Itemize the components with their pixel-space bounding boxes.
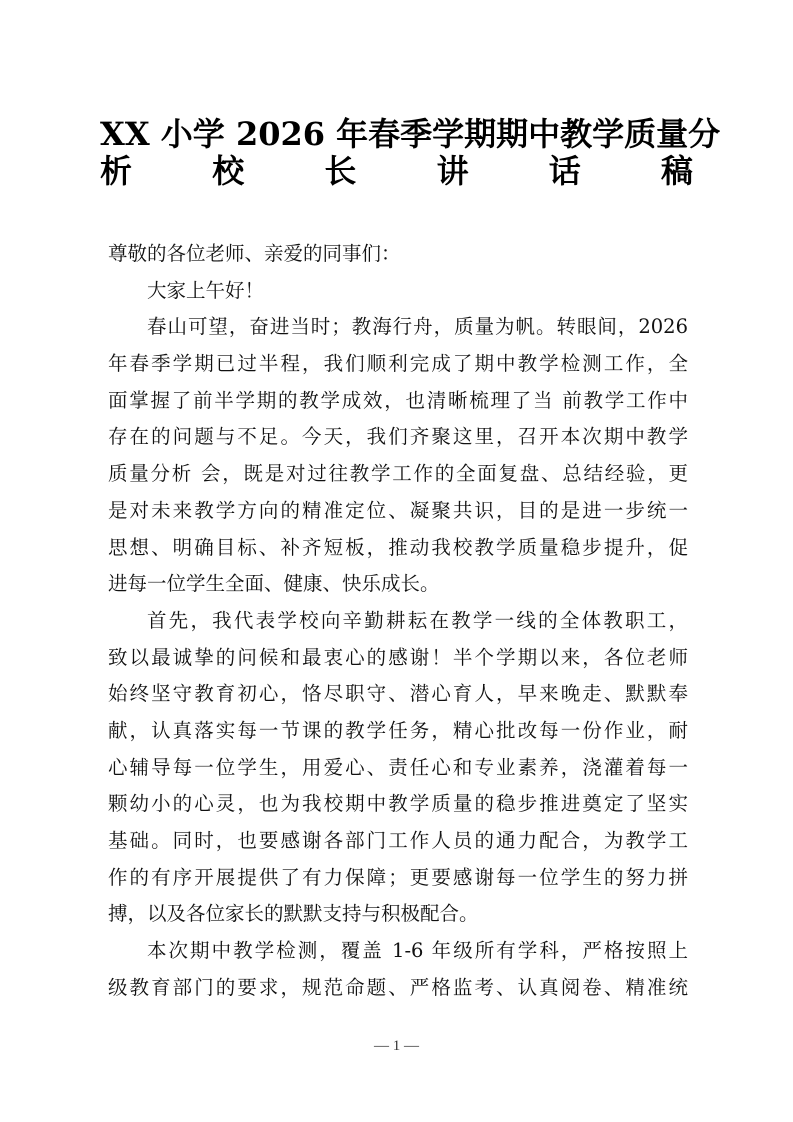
body-line: 首先，我代表学校向辛勤耕耘在教学一线的全体教职工， [147,608,688,632]
body-line: 尊敬的各位老师、亲爱的同事们： [108,242,401,265]
body-line: 级教育部门的要求，规范命题、严格监考、认真阅卷、精准统 [108,975,688,999]
page-number: — 1 — [374,1038,419,1054]
body-line: 搏，以及各位家长的默默支持与积极配合。 [108,902,479,926]
body-line: 基础。同时，也要感谢各部门工作人员的通力配合，为教学工 [108,829,688,852]
body-line: 颗幼小的心灵，也为我校期中教学质量的稳步推进奠定了坚实 [108,792,688,816]
body-line: 质量分析 会，既是对过往教学工作的全面复盘、总结经验，更 [108,462,688,486]
body-line: 是对未来教学方向的精准定位、凝聚共识，目的是进一步统一 [108,498,688,522]
document-body [108,236,688,1006]
title-line-1: XX 小学 2026 年春季学期期中教学质量分 [100,115,721,153]
body-line: 春山可望，奋进当时；教海行舟，质量为帆。转眼间，2026 [147,315,688,339]
document-title [100,112,721,190]
body-line: 存在的问题与不足。今天，我们齐聚这里，召开本次期中教学 [108,425,688,449]
body-line: 思想、明确目标、补齐短板，推动我校教学质量稳步提升，促 [108,535,688,559]
body-line: 面掌握了前半学期的教学成效，也清晰梳理了当 前教学工作中 [108,388,688,412]
body-line: 献，认真落实每一节课的教学任务，精心批改每一份作业，耐 [108,718,688,742]
body-line: 进每一位学生全面、健康、快乐成长。 [108,572,440,596]
body-line: 心辅导每一位学生，用爱心、责任心和专业素养，浇灌着每一 [108,755,688,779]
title-line-2: 析校长讲话稿 [100,151,693,190]
body-line: 本次期中教学检测，覆盖 1-6 年级所有学科，严格按照上 [147,939,688,963]
body-line: 大家上午好！ [147,278,265,302]
body-line: 始终坚守教育初心，恪尽职守、潜心育人，早来晚走、默默奉 [108,682,688,706]
body-line: 年春季学期已过半程，我们顺利完成了期中教学检测工作，全 [108,352,688,376]
body-line: 作的有序开展提供了有力保障；更要感谢每一位学生的努力拼 [108,865,688,889]
body-line: 致以最诚挚的问候和最衷心的感谢！半个学期以来，各位老师 [108,645,688,669]
